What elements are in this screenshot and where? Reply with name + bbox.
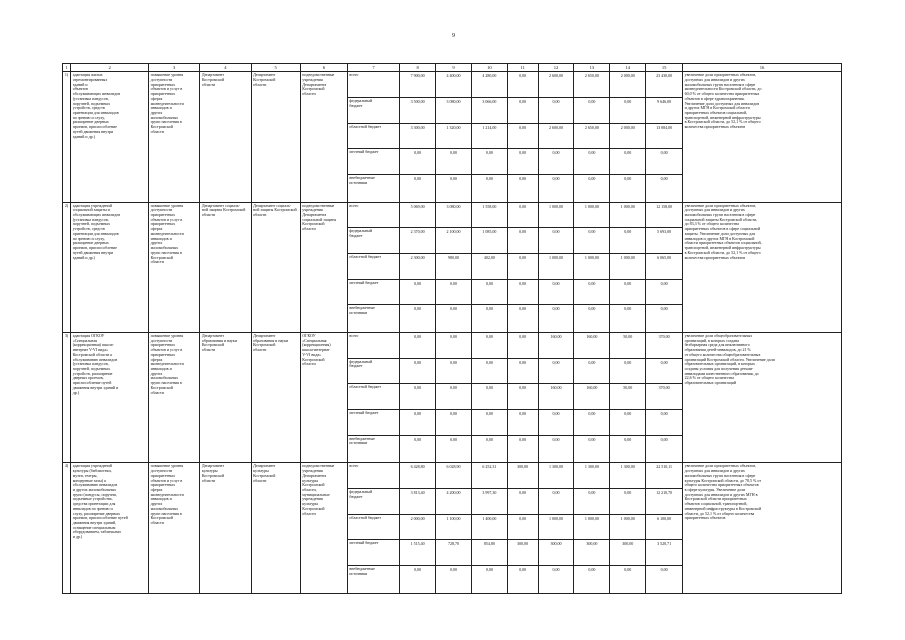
- program-table: [62, 63, 842, 594]
- amount-cell: 2 000,00: [610, 72, 646, 98]
- amount-cell: 3 066,00: [471, 97, 507, 123]
- amount-cell: 160,00: [538, 384, 574, 410]
- recipient: подведомственные учреждения Департамента культуры Костромской области, муниципальные учреждения культуры Костромской области: [300, 463, 347, 594]
- measure-name: адаптация учреждений социальной защиты и обслуживающих инвалидов (установка пандусов, поручней, подъемных устройств, средств ориентации для инвалидов по зрению и слуху, расширение дверных проемов, приспособление путей движения внутри зданий и др.): [71, 202, 149, 332]
- amount-cell: 0,00: [400, 174, 436, 202]
- header-cell: 11: [507, 64, 538, 72]
- amount-cell: 23 430,00: [646, 72, 683, 98]
- amount-cell: 2 650,00: [574, 123, 610, 149]
- amount-cell: 12 158,00: [646, 202, 683, 228]
- amount-cell: 402,00: [471, 253, 507, 279]
- page-number: 9: [452, 33, 455, 39]
- item-number: 3): [63, 333, 71, 463]
- amount-cell: 0,00: [538, 489, 574, 515]
- header-cell: 4: [200, 64, 251, 72]
- amount-cell: 0,00: [538, 305, 574, 333]
- funding-row: [63, 333, 842, 359]
- amount-cell: 0,00: [610, 435, 646, 463]
- amount-cell: 0,00: [400, 384, 436, 410]
- amount-cell: 0,00: [507, 97, 538, 123]
- funding-source: внебюджетные источники: [347, 566, 399, 594]
- amount-cell: 1 000,00: [610, 202, 646, 228]
- amount-cell: 0,00: [507, 305, 538, 333]
- funding-source: всего: [347, 72, 399, 98]
- amount-cell: 0,00: [436, 358, 472, 384]
- amount-cell: 0,00: [471, 279, 507, 305]
- amount-cell: 0,00: [436, 174, 472, 202]
- header-cell: 16: [683, 64, 842, 72]
- amount-cell: 0,00: [507, 279, 538, 305]
- amount-cell: 0,00: [436, 566, 472, 594]
- amount-cell: 0,00: [436, 384, 472, 410]
- amount-cell: 0,00: [436, 305, 472, 333]
- amount-cell: 370,00: [646, 333, 683, 359]
- amount-cell: 0,00: [574, 410, 610, 436]
- amount-cell: 0,00: [610, 279, 646, 305]
- amount-cell: 0,00: [471, 305, 507, 333]
- amount-cell: 160,00: [574, 333, 610, 359]
- amount-cell: 6 100,00: [646, 514, 683, 540]
- amount-cell: 1 000,00: [538, 514, 574, 540]
- amount-cell: 6 428,80: [400, 463, 436, 489]
- amount-cell: 2 650,00: [574, 72, 610, 98]
- header-cell: 10: [471, 64, 507, 72]
- amount-cell: 0,00: [610, 174, 646, 202]
- amount-cell: 0,00: [507, 174, 538, 202]
- amount-cell: 0,00: [646, 358, 683, 384]
- amount-cell: 3 080,00: [436, 202, 472, 228]
- amount-cell: 0,00: [610, 305, 646, 333]
- customer: Департамент социаль- ной защиты Костромской области: [251, 202, 300, 332]
- amount-cell: 980,00: [436, 253, 472, 279]
- amount-cell: 1 214,00: [471, 123, 507, 149]
- amount-cell: 0,00: [400, 435, 436, 463]
- funding-source: внебюджетные источники: [347, 174, 399, 202]
- amount-cell: 5 693,00: [646, 228, 683, 254]
- amount-cell: 0,00: [507, 333, 538, 359]
- header-cell: 15: [646, 64, 683, 72]
- amount-cell: 2 370,00: [400, 228, 436, 254]
- amount-cell: 0,00: [538, 410, 574, 436]
- funding-source: федеральный бюджет: [347, 358, 399, 384]
- amount-cell: 6 028,90: [436, 463, 472, 489]
- amount-cell: 2 300,00: [400, 253, 436, 279]
- amount-cell: 0,00: [538, 149, 574, 175]
- header-cell: 1: [63, 64, 71, 72]
- amount-cell: 0,00: [610, 489, 646, 515]
- measure-goal: повышение уровня доступности приоритетных объектов и услуг в приоритетных сферах жизнедеятельности инвалидов и других маломобильных групп населения в Костромской области: [149, 72, 200, 202]
- amount-cell: 1 000,00: [574, 514, 610, 540]
- funding-source: местный бюджет: [347, 279, 399, 305]
- amount-cell: 0,00: [574, 305, 610, 333]
- amount-cell: 0,00: [610, 410, 646, 436]
- amount-cell: 0,00: [538, 97, 574, 123]
- amount-cell: 0,00: [574, 435, 610, 463]
- amount-cell: 2 100,00: [436, 228, 472, 254]
- header-cell: 2: [71, 64, 149, 72]
- measure-name: адаптация учреждений культуры (библиотеки, музеи, театры, концертные залы) к обслуживанию инвалидов и других маломобильных групп (пандусы, поручни, подъемные устройства, средства ориентации для инвалидов по зрению и слуху, расширение дверных проемов, приспособление путей движения внутри зданий, оснащение специальным оборудованием, табличками и др.): [71, 463, 149, 594]
- amount-cell: 160,00: [574, 384, 610, 410]
- customer: Департамент культуры Костромской области: [251, 463, 300, 594]
- amount-cell: 1 558,00: [471, 202, 507, 228]
- amount-cell: 0,00: [610, 97, 646, 123]
- amount-cell: 0,00: [471, 174, 507, 202]
- amount-cell: 0,00: [400, 333, 436, 359]
- amount-cell: 0,00: [507, 410, 538, 436]
- expected-result: увеличение доли приоритетных объектов, доступных для инвалидов и других маломобильных групп населения в сфере социальной защиты Костромской области, до 83,3 % от общего количества приоритетных объектов в сфере социальной защиты. Увеличение доли доступных для инвалидов и других МГН в Костромской области приоритетных объектов социальной, транспортной, инженерной инфраструктуры в Костромской области, до 52,1 % от общего количества приоритетных объектов: [683, 202, 842, 332]
- header-cell: 6: [300, 64, 347, 72]
- amount-cell: 3 997,30: [471, 489, 507, 515]
- amount-cell: 0,00: [538, 566, 574, 594]
- amount-cell: 0,00: [610, 228, 646, 254]
- amount-cell: 0,00: [538, 279, 574, 305]
- amount-cell: 0,00: [400, 566, 436, 594]
- measure-goal: повышение уровня доступности приоритетных объектов и услуг в приоритетных сферах жизнедеятельности инвалидов и других маломобильных групп населения в Костромской области: [149, 463, 200, 594]
- executor: Департамент Костромской области: [200, 72, 251, 202]
- customer: Департамент Костромской области: [251, 72, 300, 202]
- funding-source: местный бюджет: [347, 540, 399, 566]
- amount-cell: 0,00: [507, 253, 538, 279]
- amount-cell: 0,00: [574, 97, 610, 123]
- amount-cell: 1 000,00: [574, 202, 610, 228]
- funding-source: областной бюджет: [347, 253, 399, 279]
- amount-cell: 0,00: [436, 333, 472, 359]
- funding-source: местный бюджет: [347, 410, 399, 436]
- amount-cell: 0,00: [436, 435, 472, 463]
- amount-cell: 1 320,00: [436, 123, 472, 149]
- amount-cell: 50,00: [610, 333, 646, 359]
- funding-source: всего: [347, 463, 399, 489]
- amount-cell: 1 000,00: [574, 253, 610, 279]
- executor: Департамент образования и науки Костромской области: [200, 333, 251, 463]
- amount-cell: 300,00: [610, 540, 646, 566]
- amount-cell: 0,00: [507, 384, 538, 410]
- amount-cell: 0,00: [574, 279, 610, 305]
- amount-cell: 1 400,00: [471, 514, 507, 540]
- amount-cell: 300,00: [574, 540, 610, 566]
- amount-cell: 0,00: [400, 305, 436, 333]
- amount-cell: 0,00: [471, 410, 507, 436]
- expected-result: увеличение доли общеобразовательных организаций, в которых создана безбарьерная среда для инклюзивного образования детей-инвалидов, до 21 % от общего количества общеобразовательных организаций Костромской области. Увеличение доли образовательных организаций, в которых созданы условия для получения детьми- инвалидами качественного образования, до 22,6 % от общего количества образовательных организаций: [683, 333, 842, 463]
- recipient: ОГКОУ «Специальная (коррекционная) школа-интернат V-VI вида» Костромской области: [300, 333, 347, 463]
- amount-cell: 13 084,00: [646, 123, 683, 149]
- amount-cell: 0,00: [538, 174, 574, 202]
- amount-cell: 1 000,00: [538, 253, 574, 279]
- amount-cell: 3 520,71: [646, 540, 683, 566]
- amount-cell: 0,00: [436, 149, 472, 175]
- amount-cell: 300,00: [538, 540, 574, 566]
- amount-cell: 0,00: [646, 305, 683, 333]
- amount-cell: 0,00: [538, 435, 574, 463]
- amount-cell: 300,00: [507, 540, 538, 566]
- amount-cell: 1 000,00: [610, 253, 646, 279]
- item-number: 2): [63, 202, 71, 332]
- amount-cell: 0,00: [610, 358, 646, 384]
- amount-cell: 0,00: [646, 435, 683, 463]
- amount-cell: 0,00: [436, 279, 472, 305]
- amount-cell: 2 600,00: [538, 123, 574, 149]
- amount-cell: 0,00: [471, 149, 507, 175]
- measure-name: адаптация ОГКОУ «Специальная (коррекционная) школа- интернат V-VI вида» Костромской области к обслуживанию инвалидов (установка пандусов, поручней, подъемных устройств, расширение дверных проемов, приспособление путей движения внутри зданий и др.): [71, 333, 149, 463]
- amount-cell: 1 300,00: [610, 463, 646, 489]
- amount-cell: 0,00: [471, 435, 507, 463]
- amount-cell: 3 300,00: [400, 123, 436, 149]
- amount-cell: 0,00: [471, 358, 507, 384]
- executor: Департамент культуры Костромской области: [200, 463, 251, 594]
- amount-cell: 9 646,00: [646, 97, 683, 123]
- customer: Департамент образования и науки Костромской области: [251, 333, 300, 463]
- amount-cell: 2 000,00: [400, 514, 436, 540]
- funding-row: [63, 463, 842, 489]
- amount-cell: 0,00: [436, 410, 472, 436]
- funding-row: [63, 72, 842, 98]
- funding-row: [63, 202, 842, 228]
- amount-cell: 160,00: [538, 333, 574, 359]
- amount-cell: 1 000,00: [538, 202, 574, 228]
- header-cell: 5: [251, 64, 300, 72]
- amount-cell: 0,00: [507, 72, 538, 98]
- amount-cell: 6 252,31: [471, 463, 507, 489]
- amount-cell: 854,80: [471, 540, 507, 566]
- amount-cell: 0,00: [574, 228, 610, 254]
- amount-cell: 3 813,40: [400, 489, 436, 515]
- amount-cell: 0,00: [471, 566, 507, 594]
- amount-cell: 0,00: [646, 149, 683, 175]
- amount-cell: 0,00: [574, 489, 610, 515]
- header-cell: 8: [400, 64, 436, 72]
- funding-source: областной бюджет: [347, 384, 399, 410]
- executor: Департамент социаль- ной защиты Костромской области: [200, 202, 251, 332]
- funding-source: внебюджетные источники: [347, 435, 399, 463]
- recipient: подведомственные учреждения Департамента социальной защиты Костромской области: [300, 202, 347, 332]
- amount-cell: 1 515,40: [400, 540, 436, 566]
- amount-cell: 0,00: [507, 202, 538, 228]
- amount-cell: 0,00: [400, 410, 436, 436]
- item-number: 1): [63, 72, 71, 202]
- recipient: подведомственные учреждения Департамента Костромской области: [300, 72, 347, 202]
- header-row: [63, 64, 842, 72]
- amount-cell: 0,00: [538, 358, 574, 384]
- header-cell: 14: [610, 64, 646, 72]
- header-cell: 13: [574, 64, 610, 72]
- amount-cell: 0,00: [574, 566, 610, 594]
- amount-cell: 6 065,00: [646, 253, 683, 279]
- amount-cell: 0,00: [507, 435, 538, 463]
- amount-cell: 1 000,00: [610, 514, 646, 540]
- funding-source: федеральный бюджет: [347, 489, 399, 515]
- amount-cell: 370,00: [646, 384, 683, 410]
- expected-result: увеличение доли приоритетных объектов, доступных для инвалидов и других маломобильных групп населения в сфере жизнедеятельности Костромской области, до 60,0 % от общего количества приоритетных объектов в сфере здравоохранения. Увеличение доли доступных для инвалидов и других МГН в Костромской области приоритетных объектов социальной, транспортной, инженерной инфраструктуры в Костромской области, до 52,1 % от общего количества приоритетных объектов: [683, 72, 842, 202]
- funding-source: федеральный бюджет: [347, 228, 399, 254]
- header-cell: 12: [538, 64, 574, 72]
- amount-cell: 12 210,70: [646, 489, 683, 515]
- amount-cell: 0,00: [646, 566, 683, 594]
- amount-cell: 0,00: [610, 149, 646, 175]
- amount-cell: 0,00: [507, 358, 538, 384]
- amount-cell: 0,00: [507, 123, 538, 149]
- amount-cell: 5 069,00: [400, 202, 436, 228]
- amount-cell: 1 300,00: [574, 463, 610, 489]
- amount-cell: 0,00: [574, 174, 610, 202]
- amount-cell: 1 100,00: [436, 514, 472, 540]
- funding-source: областной бюджет: [347, 514, 399, 540]
- funding-source: внебюджетные источники: [347, 305, 399, 333]
- amount-cell: 3 500,00: [400, 97, 436, 123]
- amount-cell: 300,00: [507, 463, 538, 489]
- amount-cell: 0,00: [507, 489, 538, 515]
- amount-cell: 0,00: [610, 566, 646, 594]
- amount-cell: 0,00: [646, 279, 683, 305]
- item-number: 4): [63, 463, 71, 594]
- header-cell: 9: [436, 64, 472, 72]
- amount-cell: 1 085,00: [471, 228, 507, 254]
- amount-cell: 2 600,00: [538, 72, 574, 98]
- funding-source: областной бюджет: [347, 123, 399, 149]
- amount-cell: 0,00: [507, 149, 538, 175]
- header-cell: 7: [347, 64, 399, 72]
- amount-cell: 4 200,00: [436, 489, 472, 515]
- funding-source: федеральный бюджет: [347, 97, 399, 123]
- measure-name: адаптация жилых отремонтированных зданий и объектов обслуживающих инвалидов (установка пандусов, поручней, подъемных устройств, средств ориентации для инвалидов по зрению и слуху, расширение дверных проемов, приспособление путей движения внутри зданий и др.): [71, 72, 149, 202]
- measure-goal: повышение уровня доступности приоритетных объектов и услуг в приоритетных сферах жизнедеятельности инвалидов и других маломобильных групп населения в Костромской области: [149, 333, 200, 463]
- expected-result: увеличение доли приоритетных объектов, доступных для инвалидов и других маломобильных групп населения в сфере культуры Костромской области, до 78,5 % от общего количества приоритетных объектов в сфере культуры. Увеличение доли доступных для инвалидов и других МГН в Костромской области приоритетных объектов социальной, транспортной, инженерной инфраструктуры в Костромской области, до 52,1 % от общего количества приоритетных объектов: [683, 463, 842, 594]
- amount-cell: 0,00: [507, 514, 538, 540]
- amount-cell: 22 510,11: [646, 463, 683, 489]
- amount-cell: 0,00: [400, 149, 436, 175]
- amount-cell: 0,00: [400, 358, 436, 384]
- amount-cell: 0,00: [507, 566, 538, 594]
- amount-cell: 0,00: [471, 384, 507, 410]
- funding-source: местный бюджет: [347, 149, 399, 175]
- amount-cell: 4 400,00: [436, 72, 472, 98]
- amount-cell: 0,00: [400, 279, 436, 305]
- amount-cell: 0,00: [574, 149, 610, 175]
- amount-cell: 0,00: [646, 410, 683, 436]
- amount-cell: 728,70: [436, 540, 472, 566]
- amount-cell: 2 000,00: [610, 123, 646, 149]
- amount-cell: 0,00: [646, 174, 683, 202]
- amount-cell: 0,00: [471, 333, 507, 359]
- funding-source: всего: [347, 333, 399, 359]
- amount-cell: 4 280,00: [471, 72, 507, 98]
- funding-source: всего: [347, 202, 399, 228]
- amount-cell: 0,00: [507, 228, 538, 254]
- amount-cell: 50,00: [610, 384, 646, 410]
- amount-cell: 0,00: [574, 358, 610, 384]
- header-cell: 3: [149, 64, 200, 72]
- measure-goal: повышение уровня доступности приоритетных объектов и услуг в приоритетных сферах жизнедеятельности инвалидов и других маломобильных групп населения в Костромской области: [149, 202, 200, 332]
- amount-cell: 7 900,00: [400, 72, 436, 98]
- amount-cell: 0,00: [538, 228, 574, 254]
- amount-cell: 1 300,00: [538, 463, 574, 489]
- amount-cell: 3 080,00: [436, 97, 472, 123]
